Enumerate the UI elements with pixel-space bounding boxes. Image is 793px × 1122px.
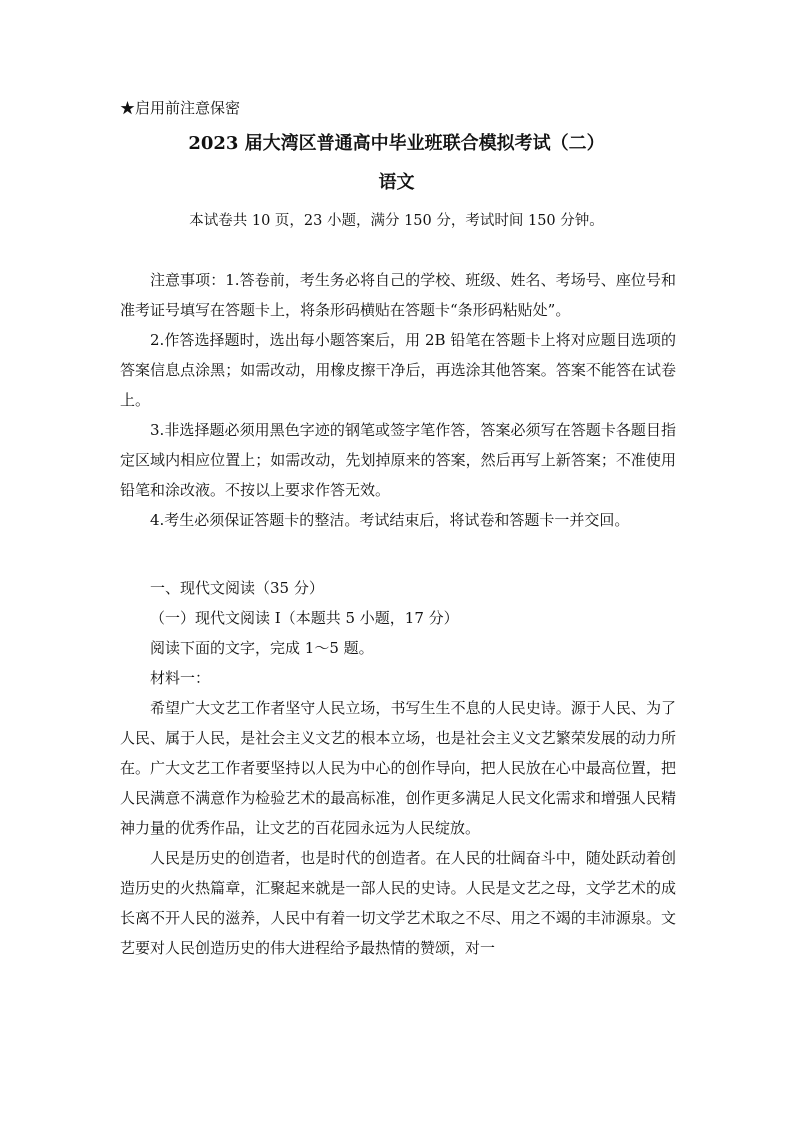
reading-section xyxy=(120,573,676,963)
reading-instruction: 阅读下面的文字，完成 1～5 题。 xyxy=(150,639,374,657)
confidential-notice: ★启用前注意保密 xyxy=(120,99,241,117)
instruction-item-2: 2.作答选择题时，选出每小题答案后，用 2B 铅笔在答题卡上将对应题目选项的答案信息点涂黑；如需改动，用橡皮擦干净后，再选涂其他答案。答案不能答在试卷上。 xyxy=(120,331,676,409)
material-paragraph-2: 人民是历史的创造者，也是时代的创造者。在人民的壮阔奋斗中，随处跃动着创造历史的火热篇章，汇聚起来就是一部人民的史诗。人民是文艺之母，文学艺术的成长离不开人民的滋养，人民中有着一切文学艺术取之不尽、用之不竭的丰沛源泉。文艺要对人民创造历史的伟大进程给予最热情的赞颂，对一 xyxy=(120,849,676,957)
subject-title: 语文 xyxy=(378,172,415,193)
exam-title: 2023 届大湾区普通高中毕业班联合模拟考试（二） xyxy=(188,133,605,154)
instruction-item-4: 4.考生必须保证答题卡的整洁。考试结束后，将试卷和答题卡一并交回。 xyxy=(150,511,630,529)
exam-instructions xyxy=(120,265,676,535)
exam-info: 本试卷共 10 页，23 小题，满分 150 分，考试时间 150 分钟。 xyxy=(189,213,604,229)
material-label: 材料一： xyxy=(150,669,211,687)
material-paragraph-1: 希望广大文艺工作者坚守人民立场，书写生生不息的人民史诗。源于人民、为了人民、属于人民，是社会主义文艺的根本立场，也是社会主义文艺繁荣发展的动力所在。广大文艺工作者要坚持以人民为中心的创作导向，把人民放在心中最高位置，把人民满意不满意作为检验艺术的最高标准，创作更多满足人民文化需求和增强人民精神力量的优秀作品，让文艺的百花园永远为人民绽放。 xyxy=(120,699,676,837)
instruction-item-3: 3.非选择题必须用黑色字迹的钢笔或签字笔作答，答案必须写在答题卡各题目指定区域内相应位置上；如需改动，先划掉原来的答案，然后再写上新答案；不准使用铅笔和涂改液。不按以上要求作答无效。 xyxy=(120,421,676,499)
section-heading: 一、现代文阅读（35 分） xyxy=(150,579,324,597)
instruction-item-1: 注意事项：1.答卷前，考生务必将自己的学校、班级、姓名、考场号、座位号和准考证号填写在答题卡上，将条形码横贴在答题卡“条形码粘贴处”。 xyxy=(120,271,676,319)
section-subheading: （一）现代文阅读 I（本题共 5 小题，17 分） xyxy=(150,609,459,627)
